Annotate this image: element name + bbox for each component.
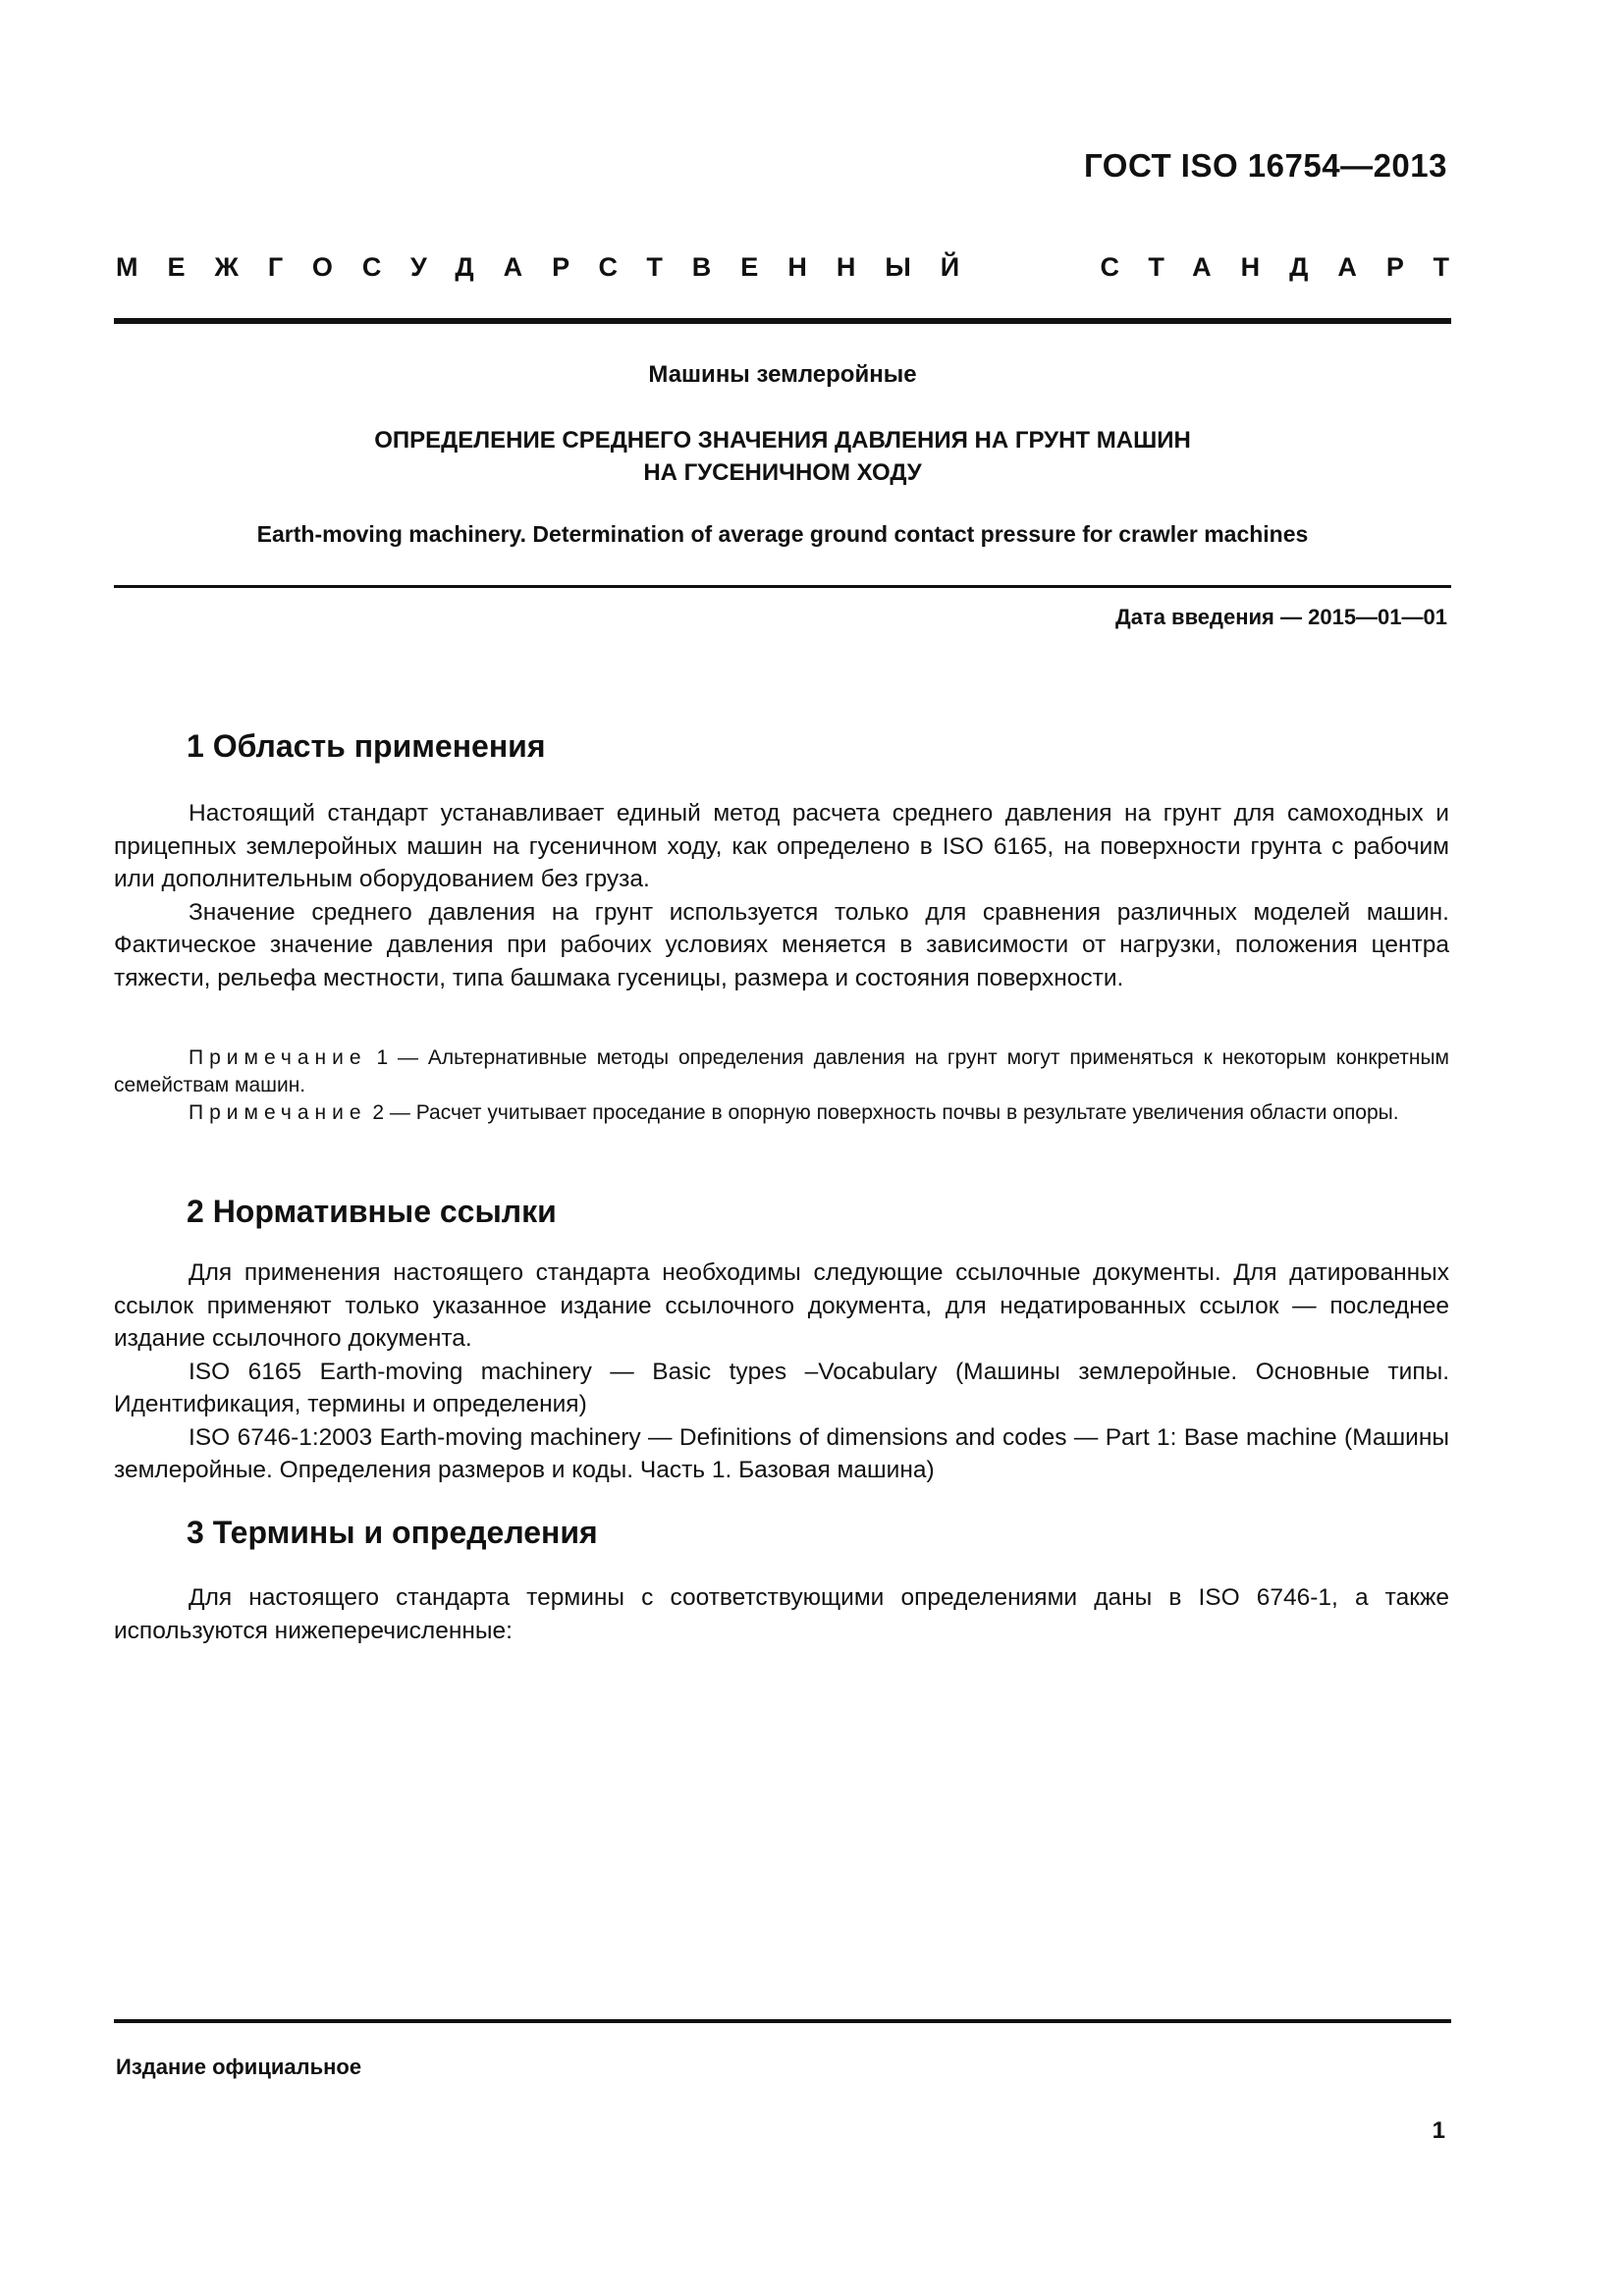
title-divider xyxy=(114,585,1451,588)
footer-divider xyxy=(114,2019,1451,2023)
notes xyxy=(114,1044,1449,1127)
category-right: СТАНДАРТ xyxy=(1100,252,1479,282)
page-number: 1 xyxy=(1432,2117,1445,2144)
note-text: 1 — Альтернативные методы определения давления на грунт могут применяться к некоторым конкретным семействам машин. xyxy=(114,1046,1449,1096)
english-title: Earth-moving machinery. Determination of average ground contact pressure for crawler machines xyxy=(256,521,1309,547)
note-label: Примечание xyxy=(189,1046,367,1069)
reference-item: ISO 6165 Earth-moving machinery — Basic types –Vocabulary (Машины землеройные. Основные типы. Идентификация, термины и определения) xyxy=(114,1358,1449,1417)
section-heading-terms: 3 Термины и определения xyxy=(187,1515,598,1550)
section-body-terms xyxy=(114,1581,1449,1647)
note-text: 2 — Расчет учитывает проседание в опорную поверхность почвы в результате увеличения области опоры. xyxy=(366,1101,1399,1124)
document-subtitle: Машины землеройные xyxy=(648,361,917,388)
standard-code: ГОСТ ISO 16754—2013 xyxy=(1084,147,1447,184)
note-2 xyxy=(114,1099,1449,1127)
note-label: Примечание xyxy=(189,1101,367,1124)
reference-item: ISO 6746-1:2003 Earth-moving machinery — Definitions of dimensions and codes — Part 1: Base machine (Машины землеройные. Определения размеров и коды. Часть 1. Базовая машина) xyxy=(114,1423,1449,1483)
paragraph: Настоящий стандарт устанавливает единый метод расчета среднего давления на грунт для самоходных и прицепных землеройных машин на гусеничном ходу, как определено в ISO 6165, на поверхности грунта с рабочим или дополнительным оборудованием без груза. xyxy=(114,800,1449,892)
paragraph: Для применения настоящего стандарта необходимы следующие ссылочные документы. Для датированных ссылок применяют только указанное издание ссылочного документа, для недатированных ссылок — последнее издание ссылочного документа. xyxy=(114,1259,1449,1352)
document-title-line-1: ОПРЕДЕЛЕНИЕ СРЕДНЕГО ЗНАЧЕНИЯ ДАВЛЕНИЯ НА ГРУНТ МАШИН xyxy=(374,427,1191,454)
top-divider xyxy=(114,318,1451,324)
document-title xyxy=(114,424,1451,489)
section-body-references xyxy=(114,1256,1449,1487)
edition-label: Издание официальное xyxy=(116,2055,362,2079)
section-body-scope xyxy=(114,797,1449,994)
note-1 xyxy=(114,1044,1449,1099)
introduction-date: Дата введения — 2015—01—01 xyxy=(1115,605,1447,629)
paragraph: Для настоящего стандарта термины с соответствующими определениями даны в ISO 6746-1, а также используются нижеперечисленные: xyxy=(114,1584,1449,1644)
category-left: МЕЖГОСУДАРСТВЕННЫЙ xyxy=(116,252,990,282)
section-heading-scope: 1 Область применения xyxy=(187,728,546,764)
standard-category xyxy=(116,252,1479,283)
section-heading-references: 2 Нормативные ссылки xyxy=(187,1194,557,1229)
document-title-line-2: НА ГУСЕНИЧНОМ ХОДУ xyxy=(643,459,922,486)
paragraph: Значение среднего давления на грунт используется только для сравнения различных моделей машин. Фактическое значение давления при рабочих условиях меняется в зависимости от нагрузки, положения центра тяжести, рельефа местности, типа башмака гусеницы, размера и состояния поверхности. xyxy=(114,898,1449,991)
